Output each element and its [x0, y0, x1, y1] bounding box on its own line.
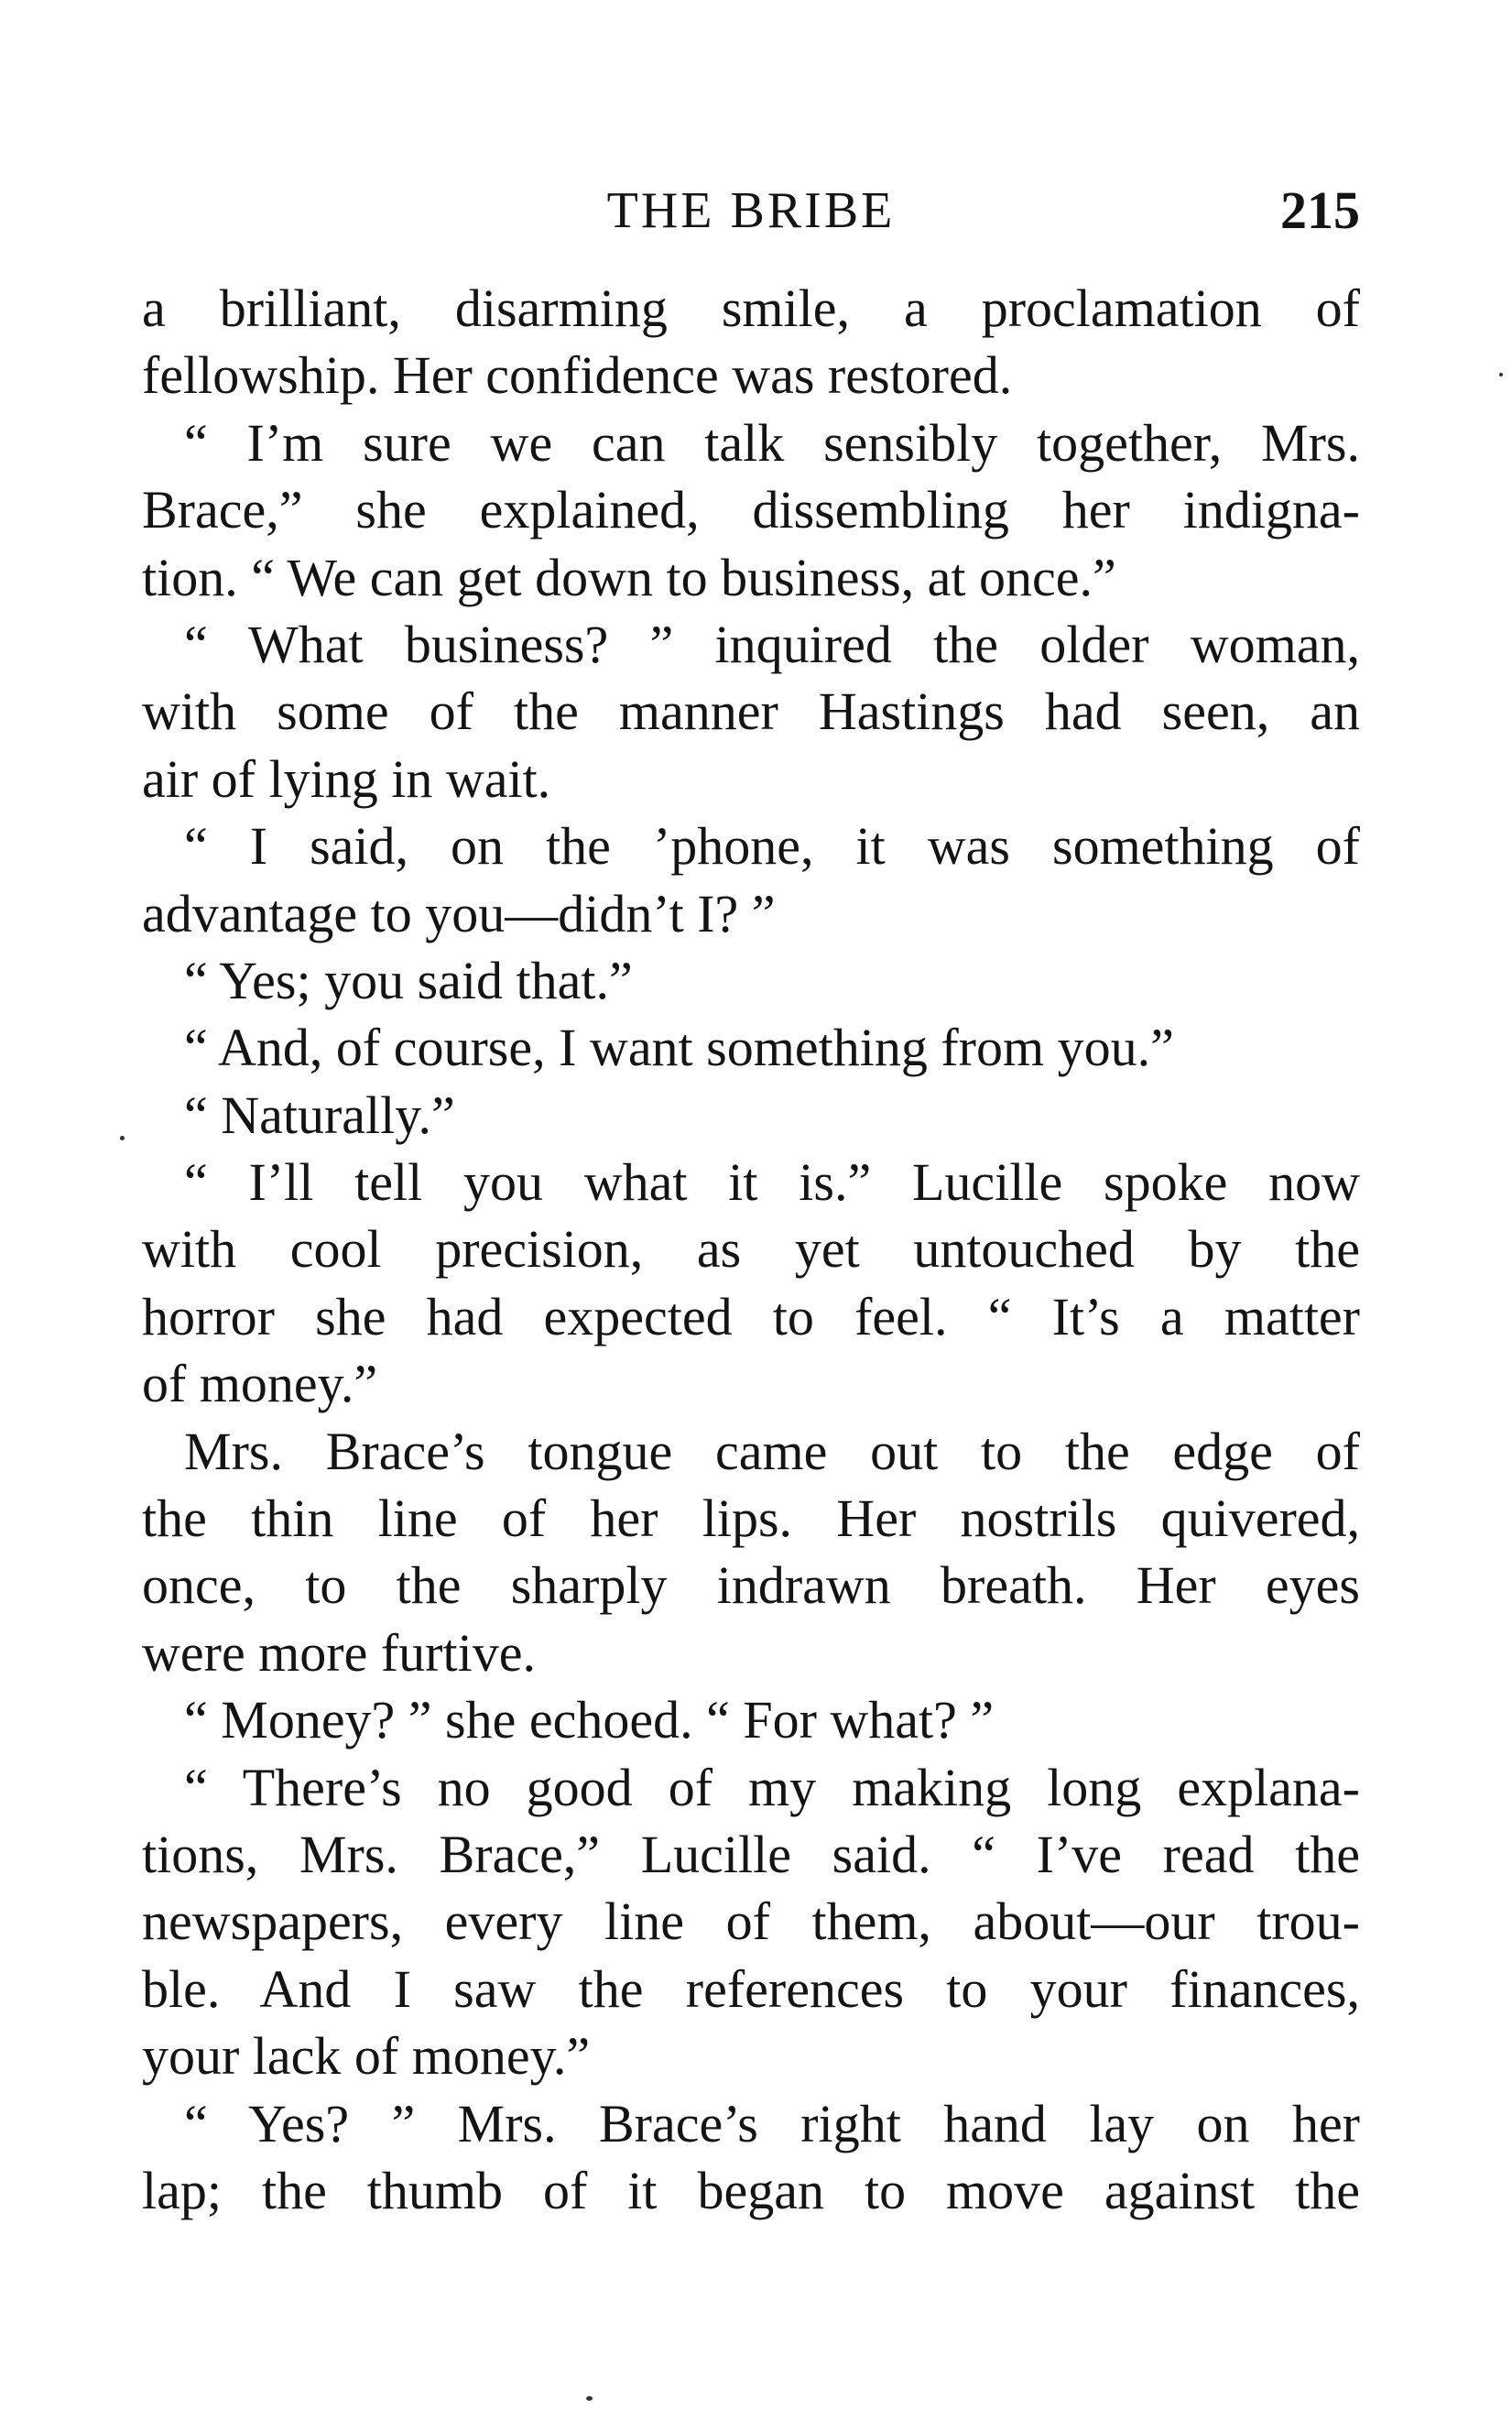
text-line: were more furtive. [142, 1622, 536, 1683]
text-line: tions, Mrs. Brace,” Lucille said. “ I’ve read the [142, 1824, 1360, 1884]
text-line: tion. “ We can get down to business, at once.” [142, 547, 1116, 607]
text-line: advantage to you—didn’t I? ” [142, 883, 776, 943]
text-line: ble. And I saw the references to your finances, [142, 1958, 1360, 2019]
text-line: Mrs. Brace’s tongue came out to the edge of [184, 1421, 1360, 1481]
text-line: the thin line of her lips. Her nostrils quivered, [142, 1488, 1360, 1549]
text-line: of money.” [142, 1354, 378, 1414]
text-line: “ There’s no good of my making long explana- [184, 1757, 1360, 1817]
text-line: newspapers, every line of them, about—our trou- [142, 1891, 1360, 1952]
text-line: your lack of money.” [142, 2026, 591, 2087]
text-line: a brilliant, disarming smile, a proclamation of [142, 278, 1360, 338]
text-line: with cool precision, as yet untouched by the [142, 1219, 1360, 1280]
text-line: “ And, of course, I want something from you.” [184, 1018, 1174, 1078]
ink-speck [1499, 373, 1503, 376]
text-line: “ Yes? ” Mrs. Brace’s right hand lay on her [184, 2093, 1360, 2153]
ink-speck [120, 1136, 125, 1140]
text-line: “ Naturally.” [184, 1085, 455, 1145]
text-line: air of lying in wait. [142, 748, 551, 809]
text-line: “ I said, on the ’phone, it was something of [184, 816, 1360, 877]
text-line: Brace,” she explained, dissembling her indigna- [142, 480, 1360, 540]
text-line: “ I’ll tell you what it is.” Lucille spoke now [184, 1152, 1360, 1213]
ink-speck [586, 2396, 593, 2401]
page-number: 215 [1280, 180, 1360, 240]
text-line: once, to the sharply indrawn breath. Her eyes [142, 1555, 1360, 1616]
text-line: horror she had expected to feel. “ It’s a matter [142, 1286, 1360, 1346]
text-line: fellowship. Her confidence was restored. [142, 345, 1013, 406]
text-line: “ Money? ” she echoed. “ For what? ” [184, 1690, 995, 1750]
running-title: THE BRIBE [606, 182, 896, 239]
text-line: “ I’m sure we can talk sensibly together, Mrs. [184, 412, 1360, 473]
body-text [142, 275, 1360, 2224]
text-line: with some of the manner Hastings had seen, an [142, 681, 1360, 742]
page-header [142, 172, 1360, 249]
text-line: lap; the thumb of it began to move against the [142, 2160, 1360, 2220]
text-line: “ What business? ” inquired the older woman, [184, 614, 1360, 674]
text-line: “ Yes; you said that.” [184, 950, 633, 1010]
